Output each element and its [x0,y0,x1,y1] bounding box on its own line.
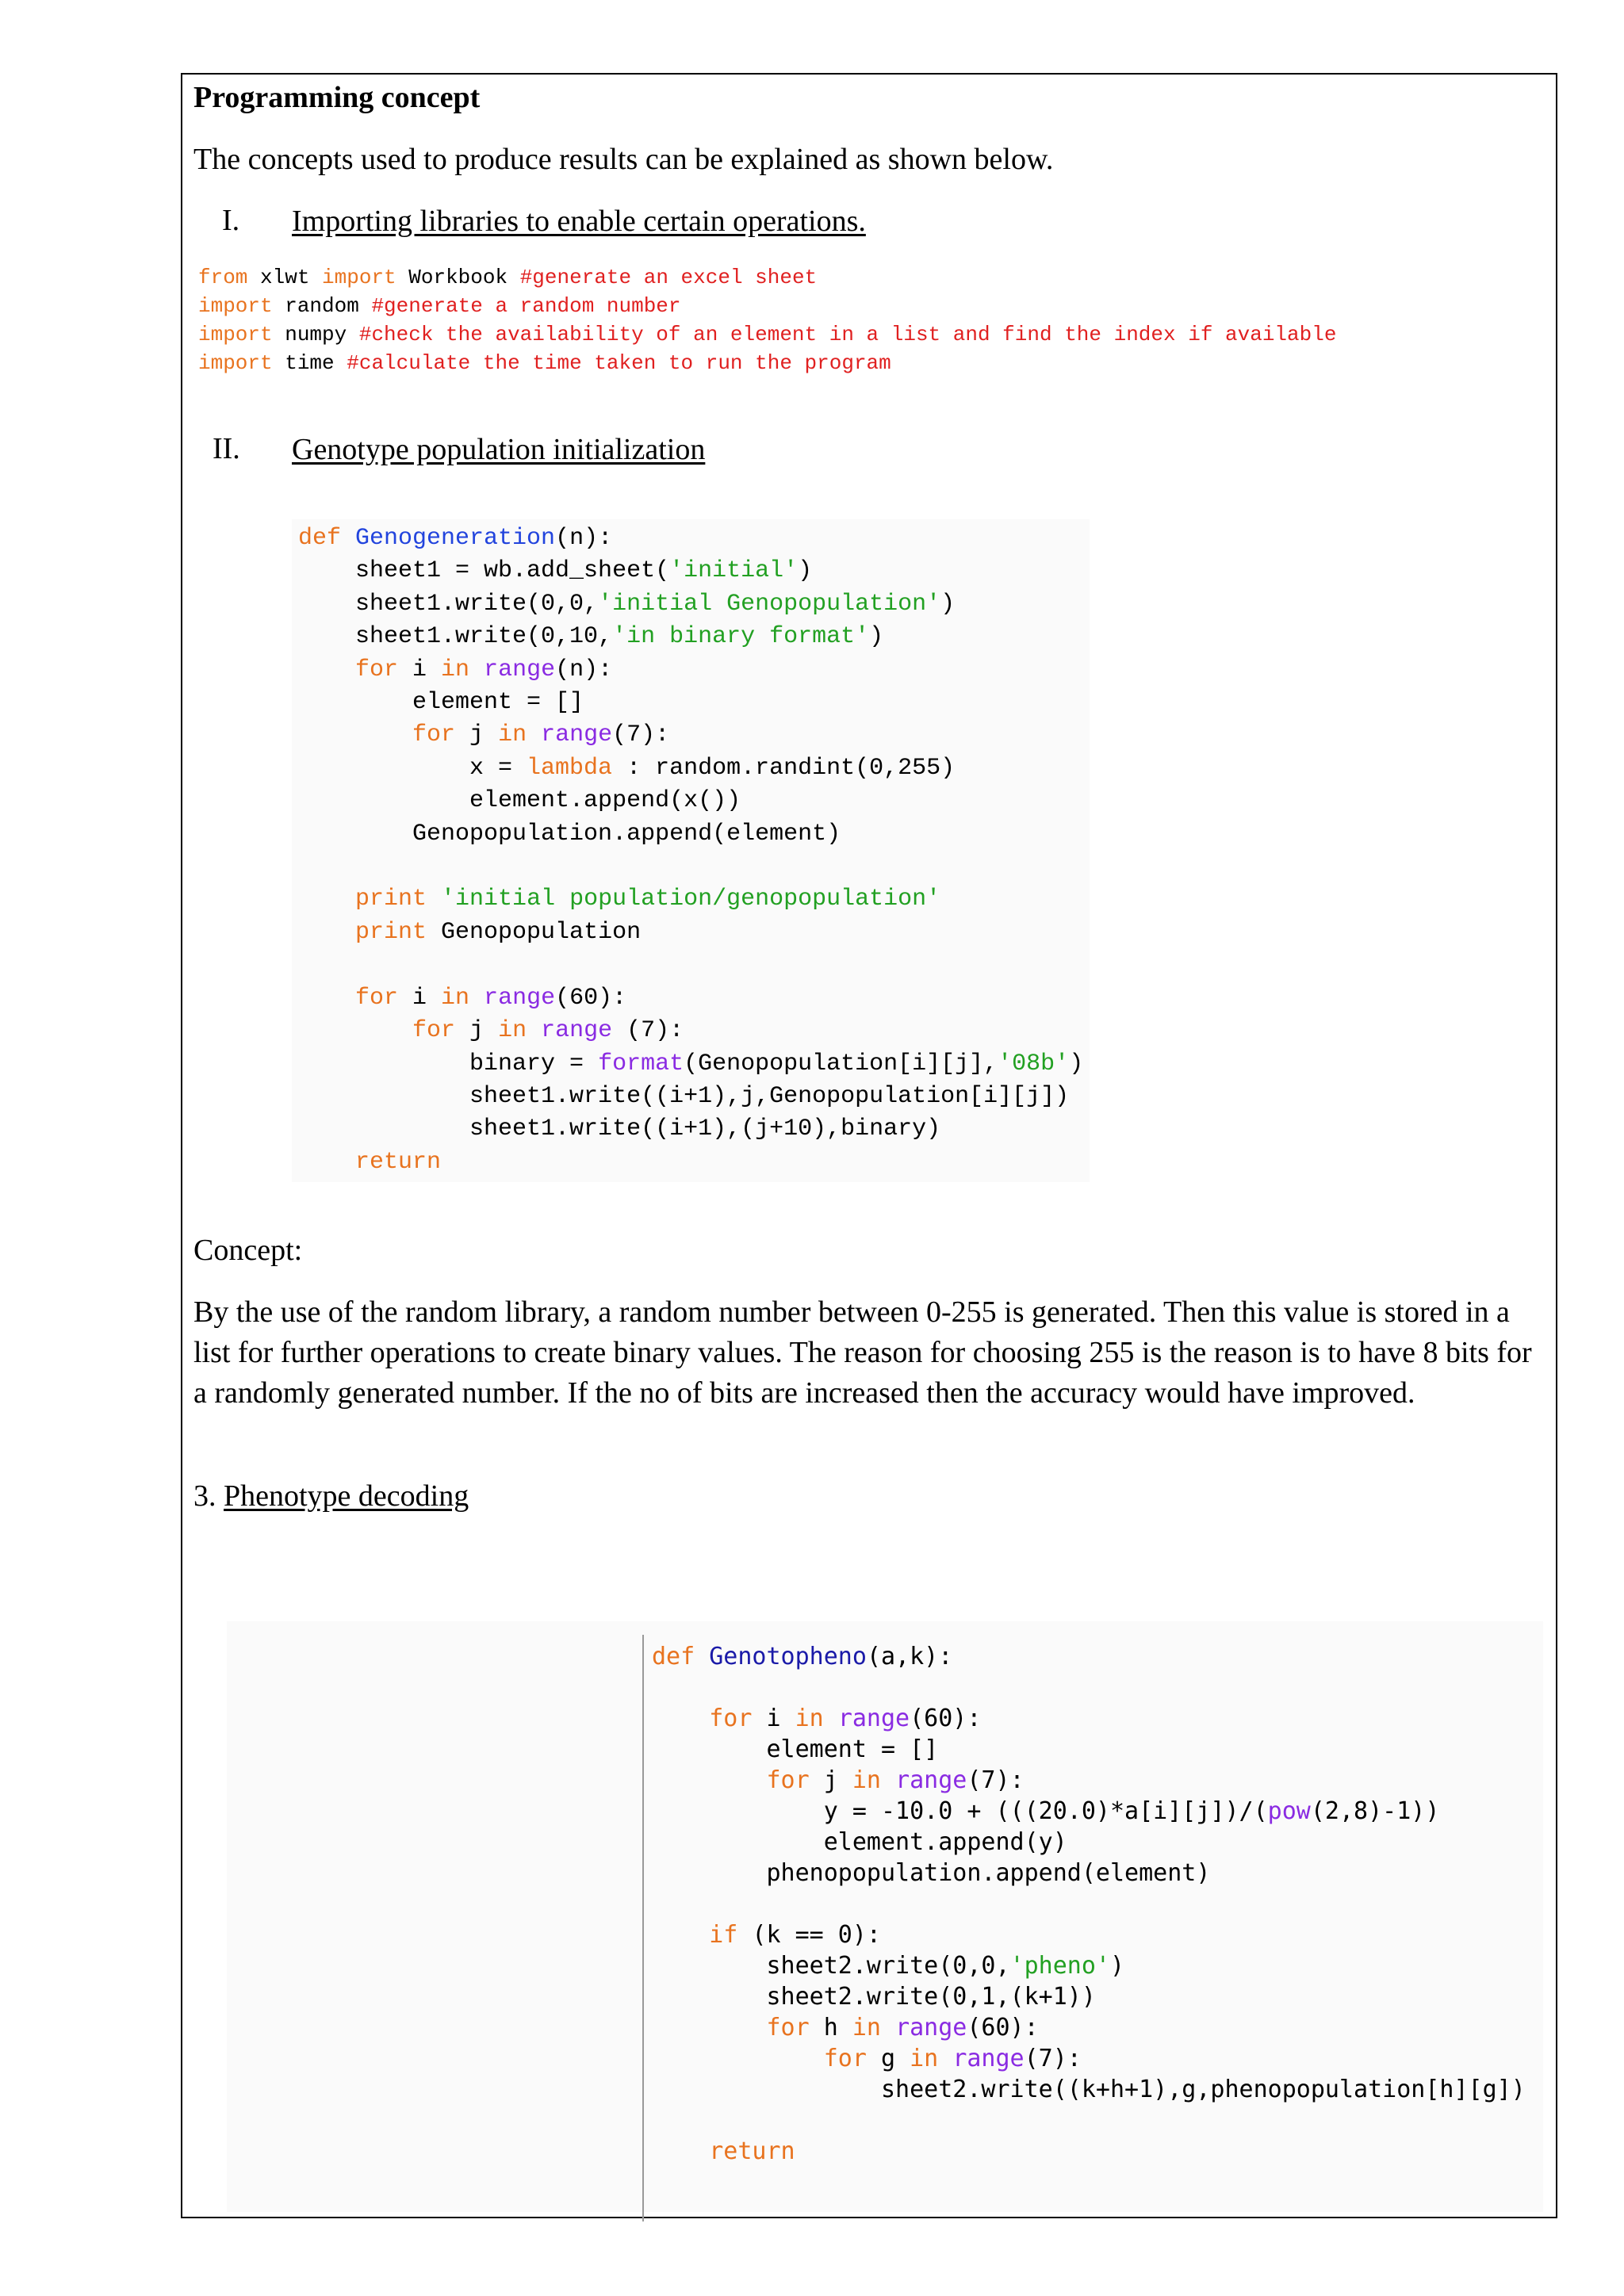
code-token: (n): [555,525,613,552]
code-line [652,2012,1526,2043]
code-token: h [809,2014,852,2042]
code-token: for [652,1766,810,1794]
code-token: (7): [1024,2045,1082,2072]
code-token: (7): [612,721,670,749]
code-token: for [298,721,456,749]
code-line [298,1146,1083,1179]
code-token: sheet1.write((i+1),j,Genopopulation[i][j]) [298,1082,1070,1110]
code-token: element = [] [652,1735,939,1763]
code-line [652,2105,1526,2136]
code-token [469,985,484,1012]
code-token: for [298,1017,456,1045]
code-token: #check the availability of an element in a list and find the index if available [358,323,1337,346]
code-token: (k == 0): [737,1921,881,1949]
code-token: numpy [272,323,359,346]
code-token: j [455,721,499,749]
code-token: import [322,266,396,289]
code-token: (2,8)-1)) [1310,1797,1440,1825]
concept-label: Concept: [193,1234,303,1267]
code-token: 'initial Genopopulation' [598,590,941,618]
code-token: time [272,351,347,375]
code-token: j [809,1766,852,1794]
code-token: j [455,1017,499,1045]
code-token: ) [798,557,813,585]
code-token: format [598,1050,684,1077]
code-token [527,1017,541,1044]
code-line [298,1113,1083,1146]
code-token: import [198,323,273,346]
code-token: ) [869,623,884,651]
code-line [652,1703,1526,1734]
code-line [298,719,1083,752]
code-line [198,263,1336,292]
code-token: return [298,1148,442,1176]
code-token: (60): [967,2014,1039,2042]
code-line [198,292,1336,320]
code-line [652,1734,1526,1765]
code-token: ) [940,590,956,618]
code-token: (7): [612,1017,684,1045]
code-line [198,320,1336,349]
code-line [298,522,1083,555]
code-line [298,916,1083,949]
intro-paragraph: The concepts used to produce results can be explained as shown below. [193,143,1054,176]
code-token: ) [1069,1050,1084,1077]
code-token: for [652,1705,753,1732]
section1-title: Importing libraries to enable certain operations. [292,205,866,238]
code-token: '08b' [998,1050,1070,1077]
code-token: import [198,294,273,318]
code-token: Genopopulation [427,918,642,946]
code-token: y = -10.0 + (((20.0)*a[i][j])/( [652,1797,1268,1825]
code-token: #calculate the time taken to run the program [347,351,891,375]
code-line [298,982,1083,1015]
code-token [469,656,484,683]
code-token: random [272,294,372,318]
code-token: for [652,2045,867,2072]
code-token: in [852,1766,881,1794]
code-token: if [652,1921,738,1949]
code-token: print [298,886,427,913]
code-token: (60): [555,984,627,1012]
code-token: #generate an excel sheet [519,266,818,289]
code-token: import [198,351,273,375]
code-token: range [895,2014,967,2042]
code-line [652,2136,1526,2167]
code-token: i [398,984,442,1012]
code-token: range [541,1017,613,1045]
code-token: sheet1 = wb.add_sheet( [298,557,670,585]
code-line [198,349,1336,377]
code-line [652,1888,1526,1919]
code-line [298,752,1083,785]
code-line [298,818,1083,851]
code-token: range [541,721,613,749]
code-line [652,1827,1526,1858]
code-token: g [866,2045,910,2072]
code-token [938,2045,952,2072]
code-line [298,1081,1083,1113]
code-token: sheet1.write(0,10, [298,623,613,651]
page-heading: Programming concept [193,81,481,114]
code-token: 'initial population/genopopulation' [441,886,941,913]
code-token: x = [298,754,527,782]
code-line [298,1048,1083,1081]
code-token: i [752,1705,795,1732]
code-token: in [441,656,470,683]
code-line [298,555,1083,587]
code-token [881,1766,895,1794]
code-token: in [498,1017,527,1045]
code-token: range [837,1705,910,1732]
code-token: def [652,1643,710,1670]
code-line [298,654,1083,687]
code-line [652,1672,1526,1703]
code-token: 'pheno' [1009,1952,1110,1980]
section3-title: Phenotype decoding [224,1479,469,1513]
code-token: Genopopulation.append(element) [298,820,841,848]
code-token: for [298,656,399,683]
code-token [527,721,541,748]
code-line [298,851,1083,883]
section3-heading [193,1476,469,1517]
section2-numeral: II. [213,432,240,465]
code-token: ) [1109,1952,1125,1980]
code-token: range [952,2045,1025,2072]
section2-title: Genotype population initialization [292,433,706,466]
code-token: def [298,525,356,552]
code-token: (a,k): [866,1643,953,1670]
code-line [652,1796,1526,1827]
section1-numeral: I. [222,204,240,237]
code-token: for [652,2014,810,2042]
code-line [298,949,1083,982]
code-token: Genogeneration [355,525,556,552]
code-token: in [441,984,470,1012]
code-line [652,1950,1526,1981]
code-line [652,1981,1526,2012]
code-token [427,886,441,913]
code-line [298,883,1083,916]
code-line [298,785,1083,817]
code-token: 'initial' [669,557,799,585]
code-token: in [910,2045,939,2072]
code-token: sheet1.write((i+1),(j+10),binary) [298,1115,941,1143]
code-token: Workbook [396,266,520,289]
code-token: phenopopulation.append(element) [652,1859,1211,1887]
code-token: sheet2.write(0,0, [652,1952,1010,1980]
code-token: element = [] [298,689,584,717]
code-token: in [852,2014,881,2042]
code-line [298,687,1083,719]
import-code-block [198,263,1336,377]
code-token: for [298,984,399,1012]
code-token: (Genopopulation[i][j], [684,1050,998,1077]
code-line [298,621,1083,653]
code-line [652,2043,1526,2074]
code-token [824,1705,838,1732]
code-token: 'in binary format' [612,623,870,651]
code-token: print [298,918,427,946]
code-line [652,1765,1526,1796]
code-token: Genotopheno [709,1643,867,1670]
code-token: range [484,656,556,683]
genotopheno-code-block [652,1641,1526,2167]
code-token: in [498,721,527,749]
code-token: element.append(y) [652,1828,1067,1856]
code-line [652,2074,1526,2105]
code-token: range [484,984,556,1012]
genogeneration-code-block [292,519,1090,1182]
code-token: return [652,2137,795,2165]
code-line [652,1858,1526,1888]
code-token: sheet2.write((k+h+1),g,phenopopulation[h][g]) [652,2076,1526,2103]
section3-numeral: 3. [193,1479,216,1513]
code-token: sheet1.write(0,0, [298,590,599,618]
code-token: (n): [555,656,613,683]
code-line [298,1015,1083,1047]
concept-paragraph: By the use of the random library, a random number between 0-255 is generated. Then this value is stored in a list for further operations to create binary values. The reason for choosing 255 is the reason is to have 8 bits for a randomly generated number. If the no of bits are increased then the accuracy would have improved. [193,1295,1532,1410]
code-line [652,1641,1526,1672]
code-token: (7): [967,1766,1025,1794]
code-line [298,588,1083,621]
code-token: lambda [527,754,613,782]
code-token: sheet2.write(0,1,(k+1)) [652,1983,1096,2011]
code-token: from [198,266,248,289]
code-token: range [895,1766,967,1794]
code-token: i [398,656,442,683]
code-line [652,1919,1526,1950]
code-token: (60): [910,1705,982,1732]
code-token: in [795,1705,824,1732]
code-token: pow [1267,1797,1311,1825]
code-token: #generate a random number [371,294,681,318]
code-token [881,2014,895,2042]
code-token: xlwt [247,266,323,289]
code-token: element.append(x()) [298,787,741,815]
code-token: binary = [298,1050,599,1077]
code-token: : random.randint(0,255) [612,754,956,782]
